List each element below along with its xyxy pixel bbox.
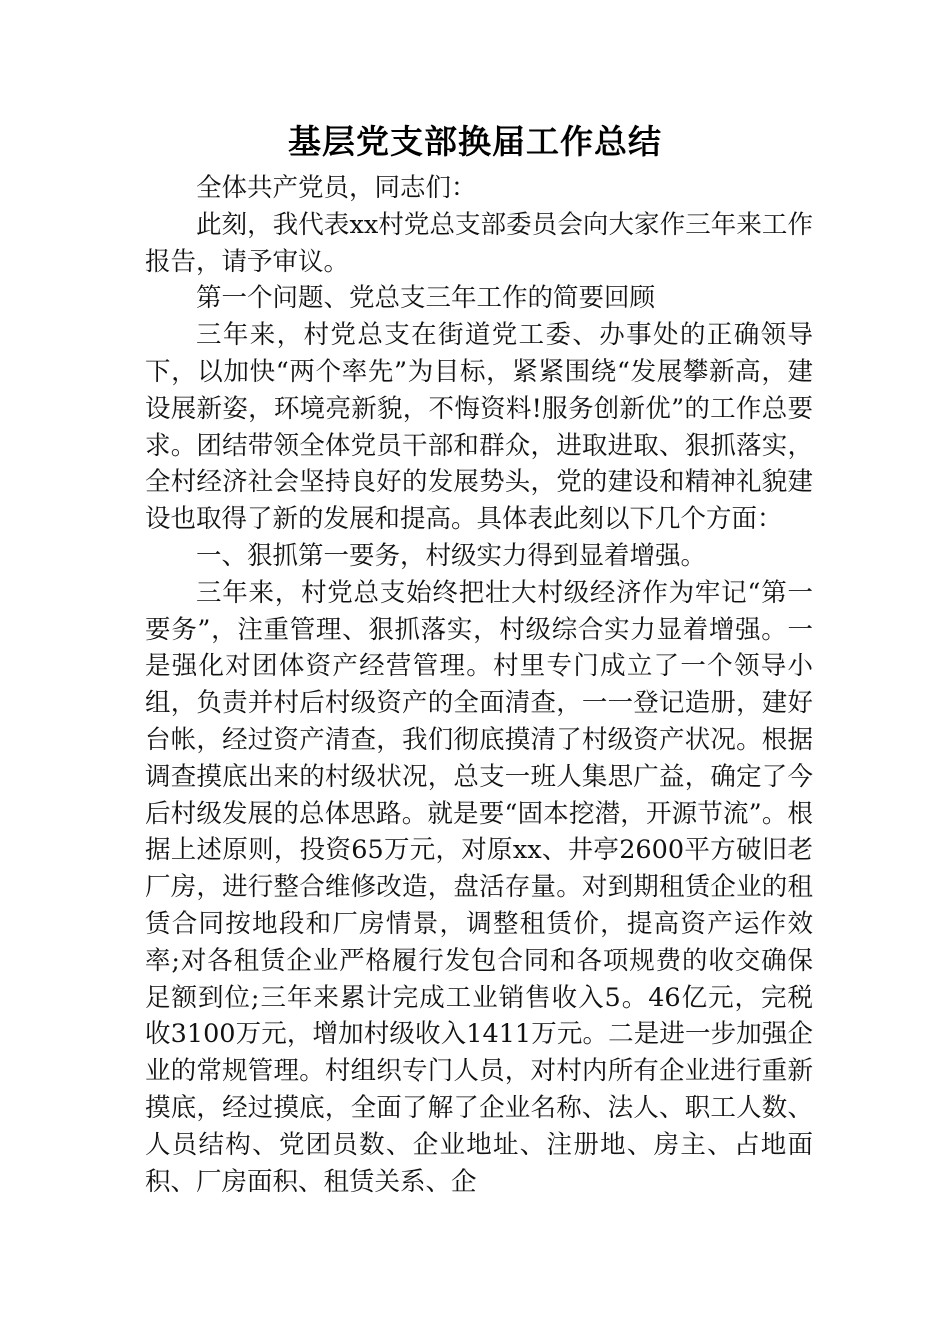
paragraph-overview: 三年来，村党总支在街道党工委、办事处的正确领导下，以加快“两个率先”为目标，紧紧围绕“发展攀新高，建设展新姿，环境亮新貌，不悔资料!服务创新优”的工作总要求。团结带领全体党员干部和群众，进取进取、狠抓落实，全村经济社会坚持良好的发展势头，党的建设和精神礼貌建设也取得了新的发展和提高。具体表此刻以下几个方面： <box>145 320 813 535</box>
paragraph-salutation: 全体共产党员，同志们： <box>196 173 477 203</box>
paragraph-economy: 三年来，村党总支始终把壮大村级经济作为牢记“第一要务”，注重管理、狠抓落实，村级综合实力显着增强。一是强化对团体资产经营管理。村里专门成立了一个领导小组，负责并村后村级资产的全面清查，一一登记造册，建好台帐，经过资产清查，我们彻底摸清了村级资产状况。根据调查摸底出来的村级状况，总支一班人集思广益，确定了今后村级发展的总体思路。就是要“固本挖潜，开源节流”。根据上述原则，投资65万元，对原xx、井亭2600平方破旧老厂房，进行整合维修改造，盘活存量。对到期租赁企业的租赁合同按地段和厂房情景，调整租赁价，提高资产运作效率;对各租赁企业严格履行发包合同和各项规费的收交确保足额到位;三年来累计完成工业销售收入5。46亿元，完税收3100万元，增加村级收入1411万元。二是进一步加强企业的常规管理。村组织专门人员，对村内所有企业进行重新摸底，经过摸底，全面了解了企业名称、法人、职工人数、人员结构、党团员数、企业地址、注册地、房主、占地面积、厂房面积、租赁关系、企 <box>145 577 813 1197</box>
document-title: 基层党支部换届工作总结 <box>288 122 662 161</box>
document-body <box>145 170 813 1200</box>
subsection-heading: 一、狠抓第一要务，村级实力得到显着增强。 <box>196 540 707 571</box>
paragraph-intro: 此刻，我代表xx村党总支部委员会向大家作三年来工作报告，请予审议。 <box>145 209 813 277</box>
section-heading: 第一个问题、党总支三年工作的简要回顾 <box>196 283 656 314</box>
